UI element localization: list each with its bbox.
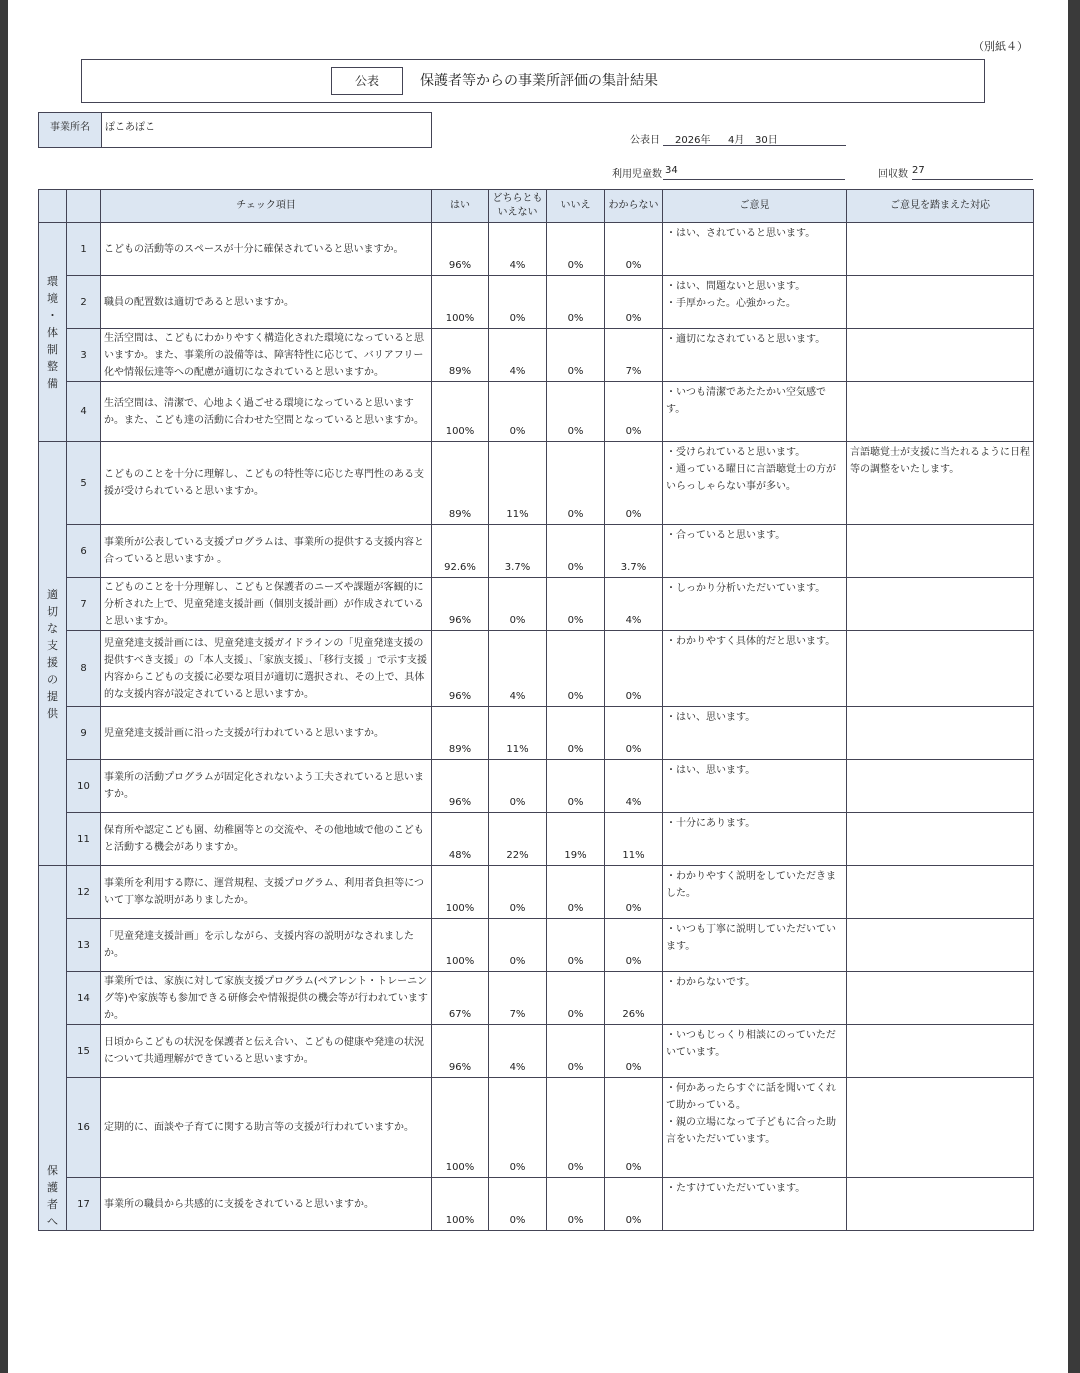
neutral-percent: 4%: [489, 329, 547, 382]
response-cell: [847, 707, 1034, 760]
users-count-label: 利用児童数: [612, 169, 662, 180]
check-item-text: 児童発達支援計画には、児童発達支援ガイドラインの「児童発達支援の提供すべき支援」の「本人支援」、「家族支援」、「移行支援 」で示す支援内容からこどもの支援に必要な項目が適切に選択され、その上で、具体的な支援内容が設定されていると思いますか。: [101, 631, 432, 707]
office-name-box: [38, 112, 432, 148]
neutral-percent: 3.7%: [489, 525, 547, 578]
response-cell: [847, 760, 1034, 813]
opinion-cell: [663, 866, 847, 919]
responses-count-label: 回収数: [878, 169, 908, 180]
response-cell: [847, 382, 1034, 442]
no-percent: 0%: [547, 276, 605, 329]
publication-month: 4月: [728, 135, 745, 146]
unknown-percent: 0%: [605, 631, 663, 707]
check-item-text: 事業所が公表している支援プログラムは、事業所の提供する支援内容と合っていると思いますか 。: [101, 525, 432, 578]
opinion-cell: [663, 1025, 847, 1078]
item-number: 8: [67, 631, 101, 707]
neutral-percent: 11%: [489, 707, 547, 760]
header-no: いいえ: [547, 190, 605, 223]
no-percent: 0%: [547, 707, 605, 760]
item-number: 14: [67, 972, 101, 1025]
opinion-cell: [663, 813, 847, 866]
no-percent: 0%: [547, 1078, 605, 1178]
category-char: 適: [47, 587, 58, 601]
opinion-text: ・十分にあります。: [666, 818, 756, 829]
yes-percent: 100%: [432, 919, 489, 972]
table-row: [39, 919, 1034, 972]
category-cell: [39, 442, 67, 866]
table-row: [39, 760, 1034, 813]
table-row: [39, 1025, 1034, 1078]
responses-count-value: 27: [912, 163, 1033, 180]
header-check-item: チェック項目: [101, 190, 432, 223]
item-number: 12: [67, 866, 101, 919]
category-char: 備: [47, 376, 58, 390]
unknown-percent: 4%: [605, 760, 663, 813]
category-char: 保: [47, 1164, 58, 1177]
unknown-percent: 11%: [605, 813, 663, 866]
table-body: [39, 223, 1034, 1231]
header-category: [39, 190, 67, 223]
opinion-cell: [663, 760, 847, 813]
no-percent: 0%: [547, 1178, 605, 1231]
opinion-text: ・親の立場になって子どもに合った助言をいただいています。: [666, 1117, 836, 1145]
unknown-percent: 3.7%: [605, 525, 663, 578]
publication-date-value: [663, 128, 846, 146]
office-name-label: 事業所名: [39, 113, 102, 147]
opinion-cell: [663, 276, 847, 329]
header-response: ご意見を踏まえた対応: [847, 190, 1034, 223]
check-item-text: 事業所では、家族に対して家族支援プログラム(ペアレント・トレーニング等)や家族等も参加できる研修会や情報提供の機会等が行われていますか。: [101, 972, 432, 1025]
response-cell: [847, 223, 1034, 276]
category-label: [39, 273, 66, 392]
neutral-percent: 0%: [489, 1078, 547, 1178]
unknown-percent: 0%: [605, 1025, 663, 1078]
header-yes: はい: [432, 190, 489, 223]
table-row: [39, 707, 1034, 760]
no-percent: 0%: [547, 442, 605, 525]
table-row: [39, 972, 1034, 1025]
response-cell: [847, 578, 1034, 631]
category-char: ・: [47, 308, 58, 322]
opinion-cell: [663, 578, 847, 631]
header-unknown: わからない: [605, 190, 663, 223]
publication-year: 2026年: [675, 135, 711, 146]
no-percent: 0%: [547, 760, 605, 813]
check-item-text: 事業所の職員から共感的に支援をされていると思いますか。: [101, 1178, 432, 1231]
response-cell: 言語聴覚士が支援に当たれるように日程等の調整をいたします。: [847, 442, 1034, 525]
category-char: へ: [47, 1215, 58, 1228]
category-char: 体: [47, 325, 58, 339]
category-char: 提: [47, 689, 58, 703]
check-item-text: こどもの活動等のスペースが十分に確保されていると思いますか。: [101, 223, 432, 276]
response-cell: [847, 1178, 1034, 1231]
unknown-percent: 0%: [605, 919, 663, 972]
publication-date-label: 公表日: [630, 135, 660, 146]
no-percent: 0%: [547, 578, 605, 631]
yes-percent: 100%: [432, 1178, 489, 1231]
opinion-cell: [663, 525, 847, 578]
check-item-text: 生活空間は、清潔で、心地よく過ごせる環境になっていると思いますか。また、こども達の活動に合わせた空間となっていると思いますか。: [101, 382, 432, 442]
unknown-percent: 0%: [605, 866, 663, 919]
opinion-text: ・何かあったらすぐに話を聞いてくれて助かっている。: [666, 1083, 836, 1111]
unknown-percent: 7%: [605, 329, 663, 382]
check-item-text: 「児童発達支援計画」を示しながら、支援内容の説明がなされましたか。: [101, 919, 432, 972]
table-header-row: [39, 190, 1034, 223]
header-neutral-line2: いえない: [497, 207, 538, 218]
item-number: 2: [67, 276, 101, 329]
response-cell: [847, 525, 1034, 578]
response-cell: [847, 329, 1034, 382]
neutral-percent: 0%: [489, 1178, 547, 1231]
public-badge: 公表: [331, 67, 403, 95]
category-char: 供: [47, 706, 58, 720]
item-number: 5: [67, 442, 101, 525]
item-number: 11: [67, 813, 101, 866]
unknown-percent: 26%: [605, 972, 663, 1025]
check-item-text: 定期的に、面談や子育てに関する助言等の支援が行われていますか。: [101, 1078, 432, 1178]
unknown-percent: 0%: [605, 1078, 663, 1178]
table-row: [39, 382, 1034, 442]
check-item-text: 児童発達支援計画に沿った支援が行われていると思いますか。: [101, 707, 432, 760]
no-percent: 0%: [547, 223, 605, 276]
yes-percent: 48%: [432, 813, 489, 866]
item-number: 6: [67, 525, 101, 578]
category-char: の: [47, 672, 58, 686]
table-row: [39, 866, 1034, 919]
opinion-text: ・はい、されていると思います。: [666, 228, 816, 239]
yes-percent: 96%: [432, 1025, 489, 1078]
item-number: 1: [67, 223, 101, 276]
opinion-text: ・はい、思います。: [666, 765, 756, 776]
unknown-percent: 0%: [605, 442, 663, 525]
office-name-value: ぽこあぽこ: [105, 122, 155, 133]
no-percent: 0%: [547, 1025, 605, 1078]
category-char: 制: [47, 342, 58, 356]
item-number: 3: [67, 329, 101, 382]
item-number: 7: [67, 578, 101, 631]
neutral-percent: 7%: [489, 972, 547, 1025]
header-neutral: [489, 190, 547, 223]
no-percent: 0%: [547, 972, 605, 1025]
opinion-cell: [663, 329, 847, 382]
unknown-percent: 0%: [605, 276, 663, 329]
unknown-percent: 0%: [605, 707, 663, 760]
response-cell: [847, 866, 1034, 919]
unknown-percent: 0%: [605, 382, 663, 442]
opinion-text: ・いつも清潔であたたかい空気感です。: [666, 387, 826, 415]
check-item-text: 事業所を利用する際に、運営規程、支援プログラム、利用者負担等について丁寧な説明がありましたか。: [101, 866, 432, 919]
response-cell: [847, 813, 1034, 866]
evaluation-table: [38, 189, 1034, 1231]
opinion-text: ・はい、思います。: [666, 712, 756, 723]
table-row: [39, 1178, 1034, 1231]
table-row: [39, 329, 1034, 382]
opinion-cell: [663, 919, 847, 972]
no-percent: 0%: [547, 382, 605, 442]
yes-percent: 100%: [432, 382, 489, 442]
opinion-cell: [663, 972, 847, 1025]
neutral-percent: 0%: [489, 276, 547, 329]
opinion-cell: [663, 1178, 847, 1231]
document-page: [8, 0, 1068, 1373]
opinion-text: ・しっかり分析いただいています。: [666, 583, 826, 594]
category-char: 環: [47, 274, 58, 288]
opinion-text: ・受けられていると思います。: [666, 447, 806, 458]
yes-percent: 96%: [432, 631, 489, 707]
opinion-cell: [663, 442, 847, 525]
no-percent: 0%: [547, 525, 605, 578]
yes-percent: 100%: [432, 866, 489, 919]
page-title: 保護者等からの事業所評価の集計結果: [420, 73, 658, 89]
table-row: [39, 631, 1034, 707]
opinion-text: ・たすけていただいています。: [666, 1183, 806, 1194]
neutral-percent: 0%: [489, 382, 547, 442]
item-number: 13: [67, 919, 101, 972]
category-label: [39, 1162, 66, 1230]
category-label: [39, 586, 66, 722]
opinion-text: ・いつもじっくり相談にのっていただいています。: [666, 1030, 836, 1058]
response-cell: [847, 631, 1034, 707]
check-item-text: こどものことを十分に理解し、こどもの特性等に応じた専門性のある支援が受けられていると思いますか。: [101, 442, 432, 525]
no-percent: 0%: [547, 329, 605, 382]
yes-percent: 96%: [432, 223, 489, 276]
category-char: 護: [47, 1181, 58, 1194]
no-percent: 19%: [547, 813, 605, 866]
opinion-text: ・手厚かった。心強かった。: [666, 298, 796, 309]
opinion-text: ・わかりやすく説明をしていただきました。: [666, 871, 836, 899]
category-char: 援: [47, 655, 58, 669]
opinion-text: ・はい、問題ないと思います。: [666, 281, 806, 292]
no-percent: 0%: [547, 866, 605, 919]
response-cell: [847, 919, 1034, 972]
check-item-text: 職員の配置数は適切であると思いますか。: [101, 276, 432, 329]
response-cell: [847, 1078, 1034, 1178]
category-char: 者: [47, 1198, 58, 1211]
opinion-cell: [663, 382, 847, 442]
neutral-percent: 0%: [489, 760, 547, 813]
table-row: [39, 1078, 1034, 1178]
category-char: 境: [47, 291, 58, 305]
item-number: 10: [67, 760, 101, 813]
table-row: [39, 525, 1034, 578]
unknown-percent: 0%: [605, 1178, 663, 1231]
publication-day: 30日: [755, 135, 778, 146]
response-cell: [847, 276, 1034, 329]
item-number: 16: [67, 1078, 101, 1178]
table-row: [39, 578, 1034, 631]
header-number: [67, 190, 101, 223]
category-char: 切: [47, 604, 58, 618]
check-item-text: 生活空間は、こどもにわかりやすく構造化された環境になっていると思いますか。また、事業所の設備等は、障害特性に応じて、バリアフリー化や情報伝達等への配慮が適切になされていると思いますか。: [101, 329, 432, 382]
yes-percent: 96%: [432, 578, 489, 631]
item-number: 9: [67, 707, 101, 760]
unknown-percent: 4%: [605, 578, 663, 631]
yes-percent: 100%: [432, 276, 489, 329]
opinion-text: ・適切になされていると思います。: [666, 334, 826, 345]
item-number: 4: [67, 382, 101, 442]
response-cell: [847, 1025, 1034, 1078]
table-row: [39, 813, 1034, 866]
opinion-text: ・いつも丁寧に説明していただいています。: [666, 924, 836, 952]
opinion-text: ・わからないです。: [666, 977, 756, 988]
opinion-text: ・わかりやすく具体的だと思います。: [666, 636, 836, 647]
check-item-text: 事業所の活動プログラムが固定化されないよう工夫されていると思いますか。: [101, 760, 432, 813]
neutral-percent: 0%: [489, 578, 547, 631]
category-cell: [39, 866, 67, 1231]
neutral-percent: 4%: [489, 1025, 547, 1078]
neutral-percent: 22%: [489, 813, 547, 866]
opinion-text: ・通っている曜日に言語聴覚士の方がいらっしゃらない事が多い。: [666, 464, 836, 492]
category-char: な: [47, 621, 58, 635]
category-cell: [39, 223, 67, 442]
opinion-text: ・合っていると思います。: [666, 530, 786, 541]
check-item-text: こどものことを十分理解し、こどもと保護者のニーズや課題が客観的に分析された上で、児童発達支援計画（個別支援計画）が作成されていると思いますか。: [101, 578, 432, 631]
opinion-cell: [663, 223, 847, 276]
yes-percent: 89%: [432, 707, 489, 760]
title-box: [81, 59, 985, 103]
neutral-percent: 0%: [489, 919, 547, 972]
yes-percent: 67%: [432, 972, 489, 1025]
users-count-value: 34: [663, 163, 845, 180]
check-item-text: 日頃からこどもの状況を保護者と伝え合い、こどもの健康や発達の状況について共通理解ができていると思いますか。: [101, 1025, 432, 1078]
yes-percent: 100%: [432, 1078, 489, 1178]
no-percent: 0%: [547, 631, 605, 707]
opinion-cell: [663, 707, 847, 760]
header-neutral-line1: どちらとも: [492, 193, 543, 204]
category-char: 支: [47, 638, 58, 652]
check-item-text: 保育所や認定こども園、幼稚園等との交流や、その他地域で他のこどもと活動する機会がありますか。: [101, 813, 432, 866]
yes-percent: 96%: [432, 760, 489, 813]
unknown-percent: 0%: [605, 223, 663, 276]
opinion-cell: [663, 1078, 847, 1178]
neutral-percent: 11%: [489, 442, 547, 525]
yes-percent: 89%: [432, 329, 489, 382]
opinion-cell: [663, 631, 847, 707]
item-number: 17: [67, 1178, 101, 1231]
category-char: 整: [47, 359, 58, 373]
neutral-percent: 4%: [489, 631, 547, 707]
table-row: [39, 276, 1034, 329]
table-row: [39, 223, 1034, 276]
neutral-percent: 0%: [489, 866, 547, 919]
item-number: 15: [67, 1025, 101, 1078]
response-cell: [847, 972, 1034, 1025]
neutral-percent: 4%: [489, 223, 547, 276]
yes-percent: 89%: [432, 442, 489, 525]
header-opinion: ご意見: [663, 190, 847, 223]
yes-percent: 92.6%: [432, 525, 489, 578]
no-percent: 0%: [547, 919, 605, 972]
table-row: [39, 442, 1034, 525]
annex-label: （別紙４）: [973, 40, 1028, 53]
